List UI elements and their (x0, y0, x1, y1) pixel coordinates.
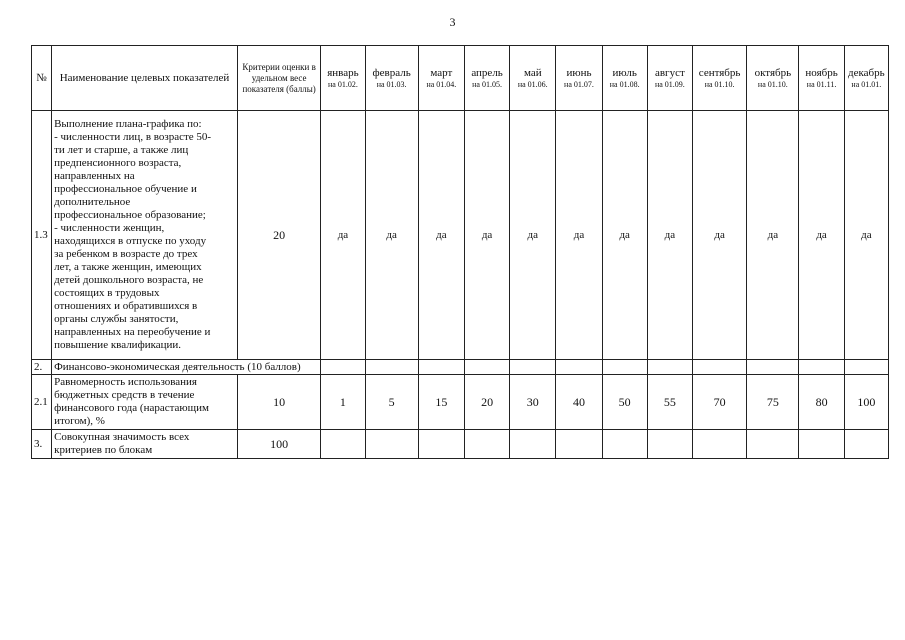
month-date: на 01.04. (426, 79, 457, 89)
page-number: 3 (449, 15, 456, 29)
month-name: сентябрь (698, 66, 741, 79)
empty-cell (844, 360, 888, 375)
month-name: март (430, 66, 453, 79)
row-number: 2.1 (32, 375, 52, 430)
month-name: октябрь (754, 66, 792, 79)
indicator-name-text: Выполнение плана-графика по: - численности лиц, в возрасте 50- ти лет и старше, а также лиц предпенсионного возраста, направленных на профессиональное обучение и дополнительное профессиональное образование; - численности женщин, находящихся в отпуске по уходу за ребенком в возрасте до трех лет, а также женщин, имеющих детей дошкольного возраста, не состоящих в трудовых отношениях и обратившихся в органы службы занятости, направленных на переобучение и повышение квалификации. (54, 118, 212, 351)
empty-cell (365, 430, 418, 459)
month-date: на 01.02. (328, 79, 358, 89)
month-value: 55 (647, 375, 692, 430)
empty-cell (747, 430, 799, 459)
empty-cell (647, 430, 692, 459)
header-month-july (602, 46, 647, 111)
indicator-name (52, 430, 238, 459)
table-row-2-1 (32, 375, 889, 430)
empty-cell (747, 360, 799, 375)
empty-cell (464, 360, 509, 375)
month-value: да (602, 111, 647, 360)
month-value: да (321, 111, 365, 360)
criteria-value: 100 (237, 430, 320, 459)
month-name: август (654, 66, 685, 79)
empty-cell (510, 430, 556, 459)
month-value: 40 (556, 375, 602, 430)
month-value: 75 (747, 375, 799, 430)
month-name: июль (612, 66, 637, 79)
empty-cell (464, 430, 509, 459)
row-number: 2. (32, 360, 52, 375)
empty-cell (556, 360, 602, 375)
month-value: 50 (602, 375, 647, 430)
month-value: да (799, 111, 844, 360)
month-date: на 01.07. (564, 79, 594, 89)
indicator-name-text: Равномерность использования бюджетных средств в течение финансового года (нарастающим итогом), % (54, 376, 209, 427)
month-name: февраль (372, 66, 411, 79)
empty-cell (602, 430, 647, 459)
header-month-january (321, 46, 365, 111)
empty-cell (321, 430, 365, 459)
month-value: да (464, 111, 509, 360)
month-value: да (747, 111, 799, 360)
table-row-1-3 (32, 111, 889, 360)
empty-cell (418, 430, 464, 459)
month-value: 1 (321, 375, 365, 430)
month-date: на 01.06. (517, 79, 548, 89)
month-name: май (523, 66, 542, 79)
criteria-value: 10 (237, 375, 320, 430)
row-number: 3. (32, 430, 52, 459)
month-date: на 01.08. (609, 79, 640, 89)
empty-cell (365, 360, 418, 375)
month-value: да (647, 111, 692, 360)
header-month-march (418, 46, 464, 111)
header-month-april (464, 46, 509, 111)
header-month-may (510, 46, 556, 111)
month-value: 15 (418, 375, 464, 430)
month-value: 100 (844, 375, 888, 430)
indicator-name (52, 375, 238, 430)
header-month-november (799, 46, 844, 111)
empty-cell (799, 360, 844, 375)
empty-cell (647, 360, 692, 375)
empty-cell (844, 430, 888, 459)
empty-cell (321, 360, 365, 375)
month-name: ноябрь (805, 66, 838, 79)
header-num: № (32, 46, 52, 111)
table-row-2 (32, 360, 889, 375)
header-month-october (747, 46, 799, 111)
month-date: на 01.11. (806, 79, 837, 89)
indicator-name-text: Совокупная значимость всех критериев по блокам (54, 431, 190, 456)
month-date: на 01.01. (851, 79, 882, 89)
header-month-february (365, 46, 418, 111)
month-date: на 01.10. (757, 79, 788, 89)
empty-cell (602, 360, 647, 375)
month-value: да (510, 111, 556, 360)
month-value: да (844, 111, 888, 360)
month-value: 70 (692, 375, 746, 430)
row-number: 1.3 (32, 111, 52, 360)
month-date: на 01.03. (376, 79, 407, 89)
empty-cell (799, 430, 844, 459)
header-name: Наименование целевых показателей (52, 46, 238, 111)
month-value: да (418, 111, 464, 360)
month-value: 30 (510, 375, 556, 430)
month-name: январь (327, 66, 359, 79)
criteria-value: 20 (237, 111, 320, 360)
month-name: апрель (471, 66, 503, 79)
header-month-september (692, 46, 746, 111)
month-date: на 01.09. (654, 79, 685, 89)
month-date: на 01.05. (472, 79, 502, 89)
month-value: 5 (365, 375, 418, 430)
month-date: на 01.10. (704, 79, 735, 89)
header-criteria: Критерии оценки в удельном весе показателя (баллы) (237, 46, 320, 111)
header-month-june (556, 46, 602, 111)
empty-cell (556, 430, 602, 459)
header-month-august (647, 46, 692, 111)
month-value: 80 (799, 375, 844, 430)
criteria-table (31, 45, 889, 459)
indicator-name (52, 111, 238, 360)
section-title: Финансово-экономическая деятельность (10 баллов) (52, 360, 321, 375)
month-value: 20 (464, 375, 509, 430)
month-value: да (692, 111, 746, 360)
month-name: июнь (566, 66, 592, 79)
month-value: да (556, 111, 602, 360)
empty-cell (692, 360, 746, 375)
table-header-row (32, 46, 889, 111)
month-value: да (365, 111, 418, 360)
month-name: декабрь (848, 66, 885, 79)
empty-cell (692, 430, 746, 459)
header-month-december (844, 46, 888, 111)
table-row-3 (32, 430, 889, 459)
empty-cell (510, 360, 556, 375)
empty-cell (418, 360, 464, 375)
